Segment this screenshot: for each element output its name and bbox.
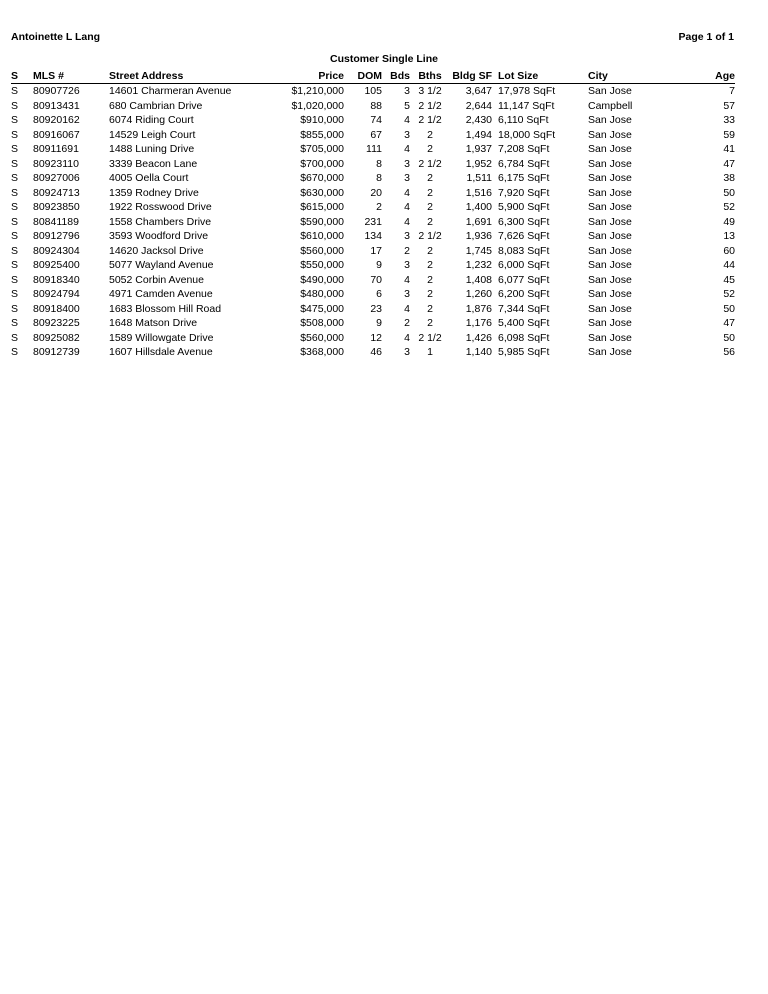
- table-row: [11, 171, 735, 186]
- table-row: [11, 200, 735, 215]
- city-cell: San Jose: [588, 128, 632, 141]
- bldg-sf-cell: 1,511: [466, 172, 492, 184]
- status-cell: S: [11, 317, 19, 329]
- city-cell: San Jose: [588, 273, 632, 286]
- bldg-sf-cell: 2,430: [465, 114, 492, 126]
- agent-name: Antoinette L Lang: [11, 31, 101, 43]
- city-cell: San Jose: [588, 186, 632, 199]
- price-cell: $855,000: [300, 128, 344, 141]
- bldg-sf-cell: 1,426: [465, 331, 492, 344]
- lot-size-cell: 6,200 SqFt: [498, 288, 550, 300]
- beds-cell: 3: [404, 288, 410, 300]
- beds-cell: 2: [404, 317, 410, 329]
- dom-cell: 12: [370, 331, 382, 344]
- bldg-sf-cell: 1,408: [465, 273, 492, 286]
- age-cell: 45: [723, 273, 735, 286]
- baths-cell: 2 1/2: [418, 99, 442, 112]
- age-cell: 50: [723, 302, 735, 315]
- address-cell: 5052 Corbin Avenue: [109, 273, 204, 286]
- lot-size-cell: 6,098 SqFt: [498, 331, 550, 344]
- table-row: [11, 142, 735, 157]
- lot-size-cell: 6,175 SqFt: [498, 172, 550, 184]
- address-cell: 1359 Rodney Drive: [109, 186, 199, 199]
- bldg-sf-cell: 1,952: [465, 157, 492, 170]
- baths-cell: 2: [427, 215, 433, 228]
- baths-cell: 2 1/2: [418, 331, 442, 344]
- address-cell: 4971 Camden Avenue: [109, 288, 213, 300]
- price-cell: $705,000: [300, 143, 344, 155]
- age-cell: 57: [723, 99, 735, 112]
- page-number: Page 1 of 1: [678, 31, 734, 43]
- price-cell: $550,000: [300, 259, 344, 271]
- status-cell: S: [11, 215, 19, 228]
- address-cell: 1607 Hillsdale Avenue: [109, 346, 213, 358]
- city-cell: San Jose: [588, 317, 632, 329]
- lot-size-cell: 11,147 SqFt: [498, 99, 555, 112]
- report-title: Customer Single Line: [330, 53, 438, 65]
- lot-size-cell: 7,626 SqFt: [498, 230, 550, 242]
- status-cell: S: [11, 143, 19, 155]
- lot-size-cell: 7,208 SqFt: [498, 143, 550, 155]
- age-cell: 60: [723, 244, 735, 257]
- price-cell: $910,000: [300, 114, 344, 126]
- table-row: [11, 287, 735, 302]
- mls-cell: 80925082: [33, 331, 80, 344]
- beds-cell: 3: [404, 85, 410, 97]
- bldg-sf-cell: 1,937: [465, 143, 492, 155]
- baths-cell: 2: [427, 201, 433, 213]
- baths-cell: 2 1/2: [418, 157, 442, 170]
- mls-cell: 80925400: [33, 259, 80, 271]
- price-cell: $475,000: [300, 302, 344, 315]
- mls-cell: 80924794: [33, 288, 80, 300]
- bldg-sf-cell: 1,400: [465, 201, 492, 213]
- header-row: [11, 68, 735, 84]
- col-header-age: Age: [668, 68, 735, 84]
- beds-cell: 4: [404, 273, 410, 286]
- mls-cell: 80918340: [33, 273, 80, 286]
- city-cell: San Jose: [588, 346, 632, 358]
- price-cell: $1,020,000: [291, 99, 344, 112]
- age-cell: 56: [723, 346, 735, 358]
- col-header-baths: Bths: [410, 68, 450, 84]
- bldg-sf-cell: 1,516: [465, 186, 492, 199]
- lot-size-cell: 6,000 SqFt: [498, 259, 550, 271]
- city-cell: San Jose: [588, 259, 632, 271]
- beds-cell: 2: [404, 244, 410, 257]
- mls-cell: 80907726: [33, 85, 80, 97]
- baths-cell: 2: [427, 172, 433, 184]
- age-cell: 41: [723, 143, 735, 155]
- address-cell: 680 Cambrian Drive: [109, 99, 203, 112]
- dom-cell: 23: [370, 302, 382, 315]
- beds-cell: 3: [404, 346, 410, 358]
- dom-cell: 17: [370, 244, 382, 257]
- bldg-sf-cell: 1,260: [465, 288, 492, 300]
- price-cell: $1,210,000: [291, 85, 344, 97]
- price-cell: $508,000: [300, 317, 344, 329]
- col-header-price: Price: [279, 68, 344, 84]
- baths-cell: 3 1/2: [418, 85, 442, 97]
- address-cell: 3339 Beacon Lane: [109, 157, 198, 170]
- table-row: [11, 331, 735, 346]
- table-row: [11, 258, 735, 273]
- age-cell: 44: [723, 259, 735, 271]
- baths-cell: 1: [427, 346, 433, 358]
- table-row: [11, 244, 735, 259]
- address-cell: 4005 Oella Court: [109, 172, 189, 184]
- table-row: [11, 84, 735, 99]
- baths-cell: 2: [427, 143, 433, 155]
- mls-cell: 80923225: [33, 317, 80, 329]
- address-cell: 5077 Wayland Avenue: [109, 259, 214, 271]
- lot-size-cell: 5,400 SqFt: [498, 317, 550, 329]
- city-cell: San Jose: [588, 172, 632, 184]
- dom-cell: 6: [376, 288, 382, 300]
- status-cell: S: [11, 230, 19, 242]
- status-cell: S: [11, 99, 19, 112]
- table-row: [11, 302, 735, 317]
- col-header-address: Street Address: [109, 68, 279, 84]
- city-cell: San Jose: [588, 244, 632, 257]
- baths-cell: 2: [427, 273, 433, 286]
- city-cell: Campbell: [588, 99, 633, 112]
- table-row: [11, 99, 735, 114]
- address-cell: 1922 Rosswood Drive: [109, 201, 212, 213]
- col-header-lot-size: Lot Size: [498, 68, 588, 84]
- address-cell: 3593 Woodford Drive: [109, 230, 209, 242]
- address-cell: 1683 Blossom Hill Road: [109, 302, 222, 315]
- lot-size-cell: 6,784 SqFt: [498, 157, 550, 170]
- dom-cell: 9: [376, 259, 382, 271]
- address-cell: 6074 Riding Court: [109, 114, 194, 126]
- price-cell: $700,000: [300, 157, 344, 170]
- beds-cell: 4: [404, 186, 410, 199]
- dom-cell: 46: [370, 346, 382, 358]
- status-cell: S: [11, 346, 19, 358]
- age-cell: 49: [723, 215, 735, 228]
- status-cell: S: [11, 302, 19, 315]
- mls-cell: 80913431: [33, 99, 80, 112]
- city-cell: San Jose: [588, 230, 632, 242]
- bldg-sf-cell: 1,876: [465, 302, 492, 315]
- bldg-sf-cell: 3,647: [465, 85, 492, 97]
- status-cell: S: [11, 128, 19, 141]
- bldg-sf-cell: 1,691: [465, 215, 492, 228]
- bldg-sf-cell: 1,232: [465, 259, 492, 271]
- mls-cell: 80911691: [33, 143, 79, 155]
- status-cell: S: [11, 157, 19, 170]
- lot-size-cell: 5,985 SqFt: [498, 346, 550, 358]
- baths-cell: 2 1/2: [418, 230, 442, 242]
- col-header-mls: MLS #: [33, 68, 109, 84]
- dom-cell: 2: [376, 201, 382, 213]
- lot-size-cell: 17,978 SqFt: [498, 85, 556, 97]
- lot-size-cell: 5,900 SqFt: [498, 201, 550, 213]
- address-cell: 14601 Charmeran Avenue: [109, 85, 232, 97]
- price-cell: $368,000: [300, 346, 344, 358]
- bldg-sf-cell: 2,644: [465, 99, 492, 112]
- beds-cell: 4: [404, 215, 410, 228]
- mls-cell: 80918400: [33, 302, 80, 315]
- beds-cell: 3: [404, 157, 410, 170]
- baths-cell: 2 1/2: [418, 114, 442, 126]
- lot-size-cell: 18,000 SqFt: [498, 128, 556, 141]
- bldg-sf-cell: 1,494: [465, 128, 492, 141]
- mls-cell: 80841189: [33, 215, 79, 228]
- status-cell: S: [11, 114, 19, 126]
- dom-cell: 74: [370, 114, 382, 126]
- beds-cell: 4: [404, 114, 410, 126]
- table-row: [11, 316, 735, 331]
- mls-cell: 80927006: [33, 172, 80, 184]
- city-cell: San Jose: [588, 302, 632, 315]
- table-row: [11, 229, 735, 244]
- bldg-sf-cell: 1,745: [465, 244, 492, 257]
- table-row: [11, 215, 735, 230]
- price-cell: $615,000: [300, 201, 344, 213]
- beds-cell: 4: [404, 302, 410, 315]
- dom-cell: 9: [376, 317, 382, 329]
- dom-cell: 8: [376, 157, 382, 170]
- table-row: [11, 128, 735, 143]
- table-row: [11, 345, 735, 360]
- city-cell: San Jose: [588, 331, 632, 344]
- baths-cell: 2: [427, 244, 433, 257]
- address-cell: 1488 Luning Drive: [109, 143, 195, 155]
- beds-cell: 3: [404, 230, 410, 242]
- price-cell: $560,000: [300, 331, 344, 344]
- lot-size-cell: 8,083 SqFt: [498, 244, 550, 257]
- baths-cell: 2: [427, 259, 433, 271]
- table-row: [11, 157, 735, 172]
- beds-cell: 3: [404, 172, 410, 184]
- price-cell: $630,000: [300, 186, 344, 199]
- dom-cell: 134: [364, 230, 382, 242]
- price-cell: $610,000: [300, 230, 344, 242]
- baths-cell: 2: [427, 317, 433, 329]
- age-cell: 52: [723, 288, 735, 300]
- bldg-sf-cell: 1,176: [465, 317, 492, 329]
- age-cell: 47: [723, 157, 735, 170]
- address-cell: 14529 Leigh Court: [109, 128, 196, 141]
- price-cell: $590,000: [300, 215, 344, 228]
- bldg-sf-cell: 1,140: [465, 346, 492, 358]
- bldg-sf-cell: 1,936: [465, 230, 492, 242]
- city-cell: San Jose: [588, 114, 632, 126]
- price-cell: $670,000: [300, 172, 344, 184]
- col-header-status: S: [11, 68, 33, 84]
- beds-cell: 3: [404, 259, 410, 271]
- baths-cell: 2: [427, 288, 433, 300]
- city-cell: San Jose: [588, 201, 632, 213]
- status-cell: S: [11, 172, 19, 184]
- table-row: [11, 113, 735, 128]
- col-header-city: City: [588, 68, 668, 84]
- status-cell: S: [11, 85, 19, 97]
- mls-cell: 80923110: [33, 157, 79, 170]
- status-cell: S: [11, 288, 19, 300]
- dom-cell: 111: [366, 143, 382, 155]
- age-cell: 38: [723, 172, 735, 184]
- beds-cell: 4: [404, 201, 410, 213]
- mls-cell: 80924713: [33, 186, 80, 199]
- dom-cell: 105: [364, 85, 382, 97]
- status-cell: S: [11, 259, 19, 271]
- age-cell: 7: [729, 85, 735, 97]
- beds-cell: 3: [404, 128, 410, 141]
- price-cell: $480,000: [300, 288, 344, 300]
- listing-rows: [11, 84, 735, 360]
- address-cell: 1558 Chambers Drive: [109, 215, 212, 228]
- age-cell: 47: [723, 317, 735, 329]
- mls-cell: 80916067: [33, 128, 80, 141]
- beds-cell: 5: [404, 99, 410, 112]
- beds-cell: 4: [404, 331, 410, 344]
- status-cell: S: [11, 331, 19, 344]
- city-cell: San Jose: [588, 143, 632, 155]
- col-header-beds: Bds: [382, 68, 410, 84]
- city-cell: San Jose: [588, 157, 632, 170]
- mls-cell: 80923850: [33, 201, 80, 213]
- lot-size-cell: 7,344 SqFt: [498, 302, 550, 315]
- address-cell: 1648 Matson Drive: [109, 317, 198, 329]
- status-cell: S: [11, 186, 19, 199]
- age-cell: 50: [723, 331, 735, 344]
- price-cell: $490,000: [300, 273, 344, 286]
- mls-cell: 80920162: [33, 114, 80, 126]
- age-cell: 50: [723, 186, 735, 199]
- col-header-dom: DOM: [344, 68, 382, 84]
- lot-size-cell: 6,077 SqFt: [498, 273, 550, 286]
- age-cell: 59: [723, 128, 735, 141]
- baths-cell: 2: [427, 128, 433, 141]
- status-cell: S: [11, 244, 19, 257]
- dom-cell: 70: [370, 273, 382, 286]
- address-cell: 14620 Jacksol Drive: [109, 244, 204, 257]
- lot-size-cell: 7,920 SqFt: [498, 186, 550, 199]
- mls-cell: 80924304: [33, 244, 80, 257]
- city-cell: San Jose: [588, 215, 632, 228]
- mls-cell: 80912739: [33, 346, 80, 358]
- dom-cell: 20: [370, 186, 382, 199]
- city-cell: San Jose: [588, 85, 632, 97]
- status-cell: S: [11, 273, 19, 286]
- listing-table: [11, 68, 735, 360]
- age-cell: 13: [723, 230, 735, 242]
- city-cell: San Jose: [588, 288, 632, 300]
- dom-cell: 88: [370, 99, 382, 112]
- baths-cell: 2: [427, 186, 433, 199]
- age-cell: 33: [723, 114, 735, 126]
- table-row: [11, 186, 735, 201]
- age-cell: 52: [723, 201, 735, 213]
- baths-cell: 2: [427, 302, 433, 315]
- price-cell: $560,000: [300, 244, 344, 257]
- lot-size-cell: 6,110 SqFt: [498, 114, 549, 126]
- lot-size-cell: 6,300 SqFt: [498, 215, 550, 228]
- dom-cell: 67: [370, 128, 382, 141]
- dom-cell: 231: [364, 215, 382, 228]
- col-header-bldg-sf: Bldg SF: [450, 68, 498, 84]
- dom-cell: 8: [376, 172, 382, 184]
- table-row: [11, 273, 735, 288]
- address-cell: 1589 Willowgate Drive: [109, 331, 214, 344]
- mls-cell: 80912796: [33, 230, 80, 242]
- status-cell: S: [11, 201, 19, 213]
- beds-cell: 4: [404, 143, 410, 155]
